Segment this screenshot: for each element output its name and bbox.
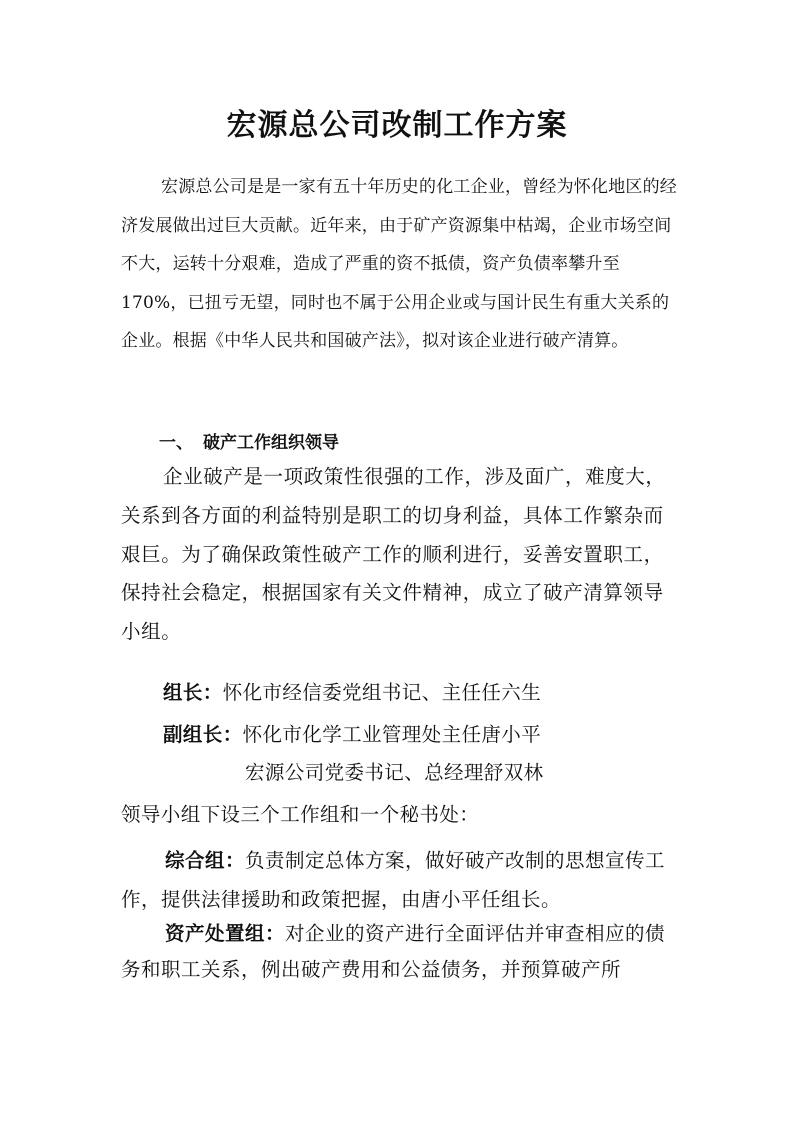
- group-text-assets: 对企业的资产进行全面评估并审查相应的债务和职工关系，例出破产费用和公益债务，并预算破产所: [121, 922, 666, 981]
- leader-text: 怀化市经信委党组书记、主任任六生: [222, 681, 542, 704]
- section-heading: [159, 430, 339, 456]
- group-paragraph-assets: [121, 916, 681, 987]
- section-number: 一、: [159, 433, 193, 453]
- groups-intro: 领导小组下设三个工作组和一个秘书处：: [121, 803, 480, 826]
- deputy-leader-line: [163, 720, 541, 750]
- deputy-leader-line-2: 宏源公司党委书记、总经理舒双林: [245, 761, 544, 784]
- group-label-assets: 资产处置组：: [165, 922, 286, 945]
- group-label-general: 综合组：: [165, 849, 246, 872]
- section-title: 破产工作组织领导: [203, 433, 339, 453]
- group-text-general: 负责制定总体方案，做好破产改制的思想宣传工作，提供法律援助和政策把握，由唐小平任组长。: [121, 849, 666, 911]
- section-paragraph: 企业破产是一项政策性很强的工作，涉及面广，难度大，关系到各方面的利益特别是职工的切身利益，具体工作繁杂而艰巨。为了确保政策性破产工作的顺利进行，妥善安置职工，保持社会稳定，根据国家有关文件精神，成立了破产清算领导小组。: [121, 465, 666, 644]
- deputy-leader-label: 副组长：: [163, 723, 243, 746]
- document-title: 宏源总公司改制工作方案: [226, 108, 568, 143]
- deputy-leader-text: 怀化市化学工业管理处主任唐小平: [242, 723, 542, 746]
- group-paragraph-general: [121, 842, 681, 920]
- leader-line: [163, 678, 541, 708]
- intro-paragraph: 宏源总公司是是一家有五十年历史的化工企业，曾经为怀化地区的经济发展做出过巨大贡献。近年来，由于矿产资源集中枯竭，企业市场空间不大，运转十分艰难，造成了严重的资不抵债，资产负债率攀升至 170%，已扭亏无望，同时也不属于公用企业或与国计民生有重大关系的企业。根据《中华人民共和国破产法》，拟对该企业进行破产清算。: [121, 177, 677, 351]
- leader-label: 组长：: [163, 681, 223, 704]
